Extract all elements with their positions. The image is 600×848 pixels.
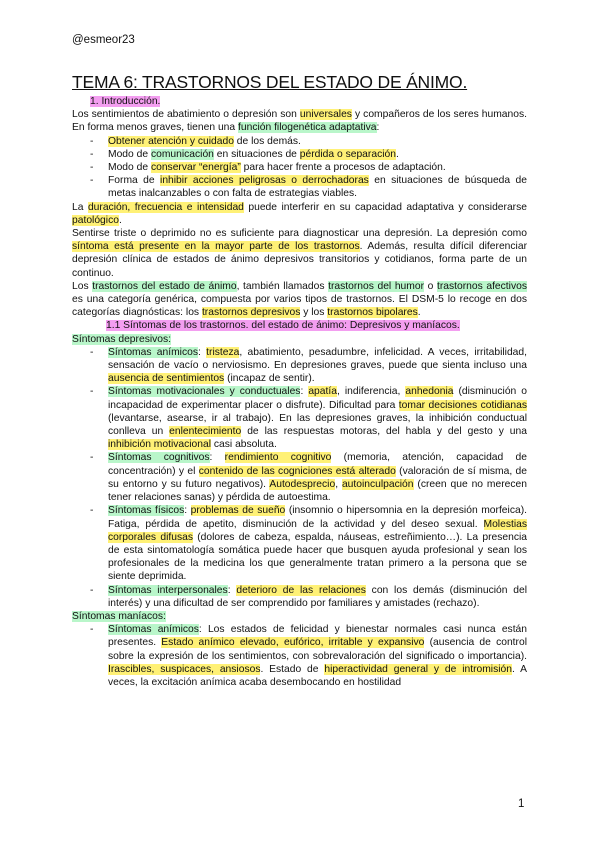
list-item	[72, 385, 527, 451]
highlighted-text: contenido de las cogniciones está alterado	[198, 465, 396, 477]
highlighted-text: apatía	[308, 386, 337, 398]
text-run: en situaciones de búsqueda de metas inalcanzables o con falta de estrategias viables.	[108, 175, 527, 200]
author-handle: @esmeor23	[72, 34, 135, 46]
highlighted-text: trastornos bipolares	[327, 307, 418, 319]
text-run: .	[118, 214, 122, 226]
highlighted-text: Síntomas motivacionales y conductuales	[108, 386, 301, 398]
document-title: TEMA 6: TRASTORNOS DEL ESTADO DE ÁNIMO.	[72, 72, 468, 92]
text-run: puede interferir en su capacidad adaptativa y considerarse	[243, 201, 527, 213]
text-run: . Además, resulta difícil diferenciar depresión clínica de estados de ánimo depresivos transitorios y cotidianos, forma parte de un continuo.	[72, 241, 527, 279]
list-item	[72, 346, 527, 386]
highlighted-text: deterioro de las relaciones	[236, 584, 366, 596]
text-run: La	[72, 201, 88, 213]
highlighted-text: Molestias corporales difusas	[108, 518, 527, 543]
highlighted-text: Estado anímico elevado, eufórico, irritable y expansivo	[161, 637, 425, 649]
highlighted-text: autoinculpación	[341, 478, 414, 490]
highlighted-text: tristeza	[206, 346, 240, 358]
highlighted-text: problemas de sueño	[190, 505, 286, 517]
text-run: Forma de	[108, 175, 161, 187]
text-run: , también llamados	[236, 280, 329, 292]
text-run: para hacer frente a procesos de adaptación.	[240, 162, 446, 174]
text-run: casi absoluta.	[211, 439, 277, 451]
text-run: :	[184, 505, 191, 517]
document-body	[72, 95, 527, 689]
subheading-manic: Síntomas maníacos:	[72, 610, 166, 622]
highlighted-text: rendimiento cognitivo	[224, 452, 332, 464]
text-run: y los	[300, 307, 328, 319]
highlighted-text: duración, frecuencia e intensidad	[87, 201, 244, 213]
highlighted-text: síntoma está presente en la mayor parte de los trastornos	[72, 241, 360, 253]
section-heading-intro: 1. Introducción.	[90, 96, 161, 107]
highlighted-text: tomar decisiones cotidianas	[398, 399, 527, 411]
text-run: (ausencia de control sobre la expresión de los sentimientos, con sobrevaloración del significado o importancia).	[108, 637, 527, 662]
list-item	[72, 161, 527, 174]
text-run: : Los estados de felicidad y bienestar normales casi nunca están presentes.	[108, 624, 528, 649]
highlighted-text: comunicación	[150, 148, 214, 160]
text-run: :	[227, 584, 237, 596]
highlighted-text: universales	[299, 109, 352, 121]
text-run: :	[300, 386, 309, 398]
text-run: (incapaz de sentir).	[224, 373, 315, 385]
text-run: en situaciones de	[213, 148, 300, 160]
paragraph	[72, 227, 527, 280]
text-run: es una categoría genérica, compuesta por varios tipos de trastornos. El DSM-5 lo recoge en dos categorías diagnósticas: los	[72, 294, 527, 319]
highlighted-text: Obtener atención y cuidado	[108, 135, 234, 147]
highlighted-text: inhibición motivacional	[108, 439, 212, 451]
list-item	[72, 148, 527, 161]
list-item	[72, 174, 527, 200]
text-run: ,	[335, 478, 342, 490]
text-run: (valoración de sí misma, de su entorno y su futuro negativos).	[108, 465, 527, 490]
text-run: con los demás (disminución del interés) y una dificultad de ser comprendido por familiares y amistades (rechazo).	[108, 584, 528, 609]
paragraph	[72, 108, 527, 134]
highlighted-text: función filogenética adaptativa	[238, 122, 377, 134]
highlighted-text: Síntomas anímicos	[108, 624, 199, 636]
list-item	[72, 135, 527, 148]
highlighted-text: hiperactividad general y de intromisión	[324, 663, 512, 675]
highlighted-text: conservar “energía”	[150, 162, 241, 174]
highlighted-text: trastornos del humor	[328, 280, 425, 292]
text-run: .	[417, 307, 421, 319]
text-run: . A veces, la excitación anímica acaba desembocando en hostilidad	[108, 663, 527, 688]
text-run: de los demás.	[233, 135, 301, 147]
highlighted-text: patológico	[72, 214, 119, 226]
paragraph	[72, 201, 527, 227]
text-run: (dolores de cabeza, espalda, náuseas, estreñimiento…). La presencia de esta sintomatología somática puede hacer que busquen ayuda profesional y sean los profesionales de la medicina los que generalmente tratan primero a la persona que se siente deprimida.	[108, 531, 528, 583]
page-number: 1	[518, 798, 525, 810]
bullet-list	[72, 135, 527, 201]
highlighted-text: trastornos afectivos	[436, 280, 527, 292]
list-item	[72, 584, 527, 610]
text-run: .	[395, 148, 399, 160]
text-run: Los	[72, 280, 93, 292]
manic-symptoms-list	[72, 623, 527, 689]
highlighted-text: anhedonia	[405, 386, 454, 398]
text-run: (creen que no merecen tener relaciones sanas) y pérdida de autoestima.	[108, 478, 527, 504]
text-run: de las respuestas motoras, del habla y del gesto y una	[241, 426, 527, 438]
text-run: (disminución o incapacidad de experimentar placer o disfrute). Dificultad para	[108, 386, 528, 411]
text-run: Sentirse triste o deprimido no es suficiente para diagnosticar una depresión. La depresión como	[72, 228, 527, 240]
highlighted-text: Síntomas físicos	[108, 505, 185, 517]
text-run: (levantarse, asearse, ir al trabajo). En las depresiones graves, la inhibición conductual conlleva un	[108, 412, 527, 438]
paragraph	[72, 280, 527, 320]
highlighted-text: trastornos del estado de ánimo	[92, 280, 237, 292]
text-run: o	[424, 280, 437, 292]
text-run: , indiferencia,	[336, 386, 406, 398]
text-run: . Estado de	[260, 663, 325, 675]
text-run: :	[376, 122, 380, 134]
text-run: y compañeros de los seres humanos. En forma menos graves, tienen una	[72, 109, 527, 134]
text-run: Los sentimientos de abatimiento o depresión son	[72, 109, 300, 121]
text-run: (insomnio o hipersomnia en la depresión morfeica). Fatiga, pérdida de apetito, disminución de la actividad y del deseo sexual.	[108, 505, 527, 530]
highlighted-text: Síntomas anímicos	[108, 346, 198, 358]
highlighted-text: Irascibles, suspicaces, ansiosos	[108, 663, 261, 675]
highlighted-text: pérdida o separación	[299, 148, 396, 160]
subheading-depressive: Síntomas depresivos:	[72, 333, 172, 345]
text-run: (memoria, atención, capacidad de concentración) y el	[108, 452, 527, 477]
highlighted-text: enlentecimiento	[169, 426, 242, 438]
section-heading-symptoms: 1.1 Síntomas de los trastornos. del estado de ánimo: Depresivos y maníacos.	[106, 320, 460, 332]
text-run: :	[198, 346, 207, 358]
list-item	[72, 504, 527, 583]
list-item	[72, 451, 527, 504]
depressive-symptoms-list	[72, 346, 527, 610]
highlighted-text: Síntomas cognitivos	[108, 452, 210, 464]
highlighted-text: Síntomas interpersonales	[108, 584, 228, 596]
highlighted-text: trastornos depresivos	[201, 307, 301, 319]
text-run: :	[209, 452, 225, 464]
text-run: , abatimiento, pesadumbre, infelicidad. A veces, irritabilidad, sensación de vacío o nerviosismo. En depresiones graves, puede que sienta incluso una	[108, 346, 527, 372]
highlighted-text: inhibir acciones peligrosas o derrochadoras	[160, 175, 369, 187]
list-item	[72, 623, 527, 689]
text-run: Modo de	[108, 148, 151, 160]
highlighted-text: ausencia de sentimientos	[108, 373, 225, 385]
text-run: Modo de	[108, 162, 151, 174]
highlighted-text: Autodesprecio	[269, 478, 336, 490]
